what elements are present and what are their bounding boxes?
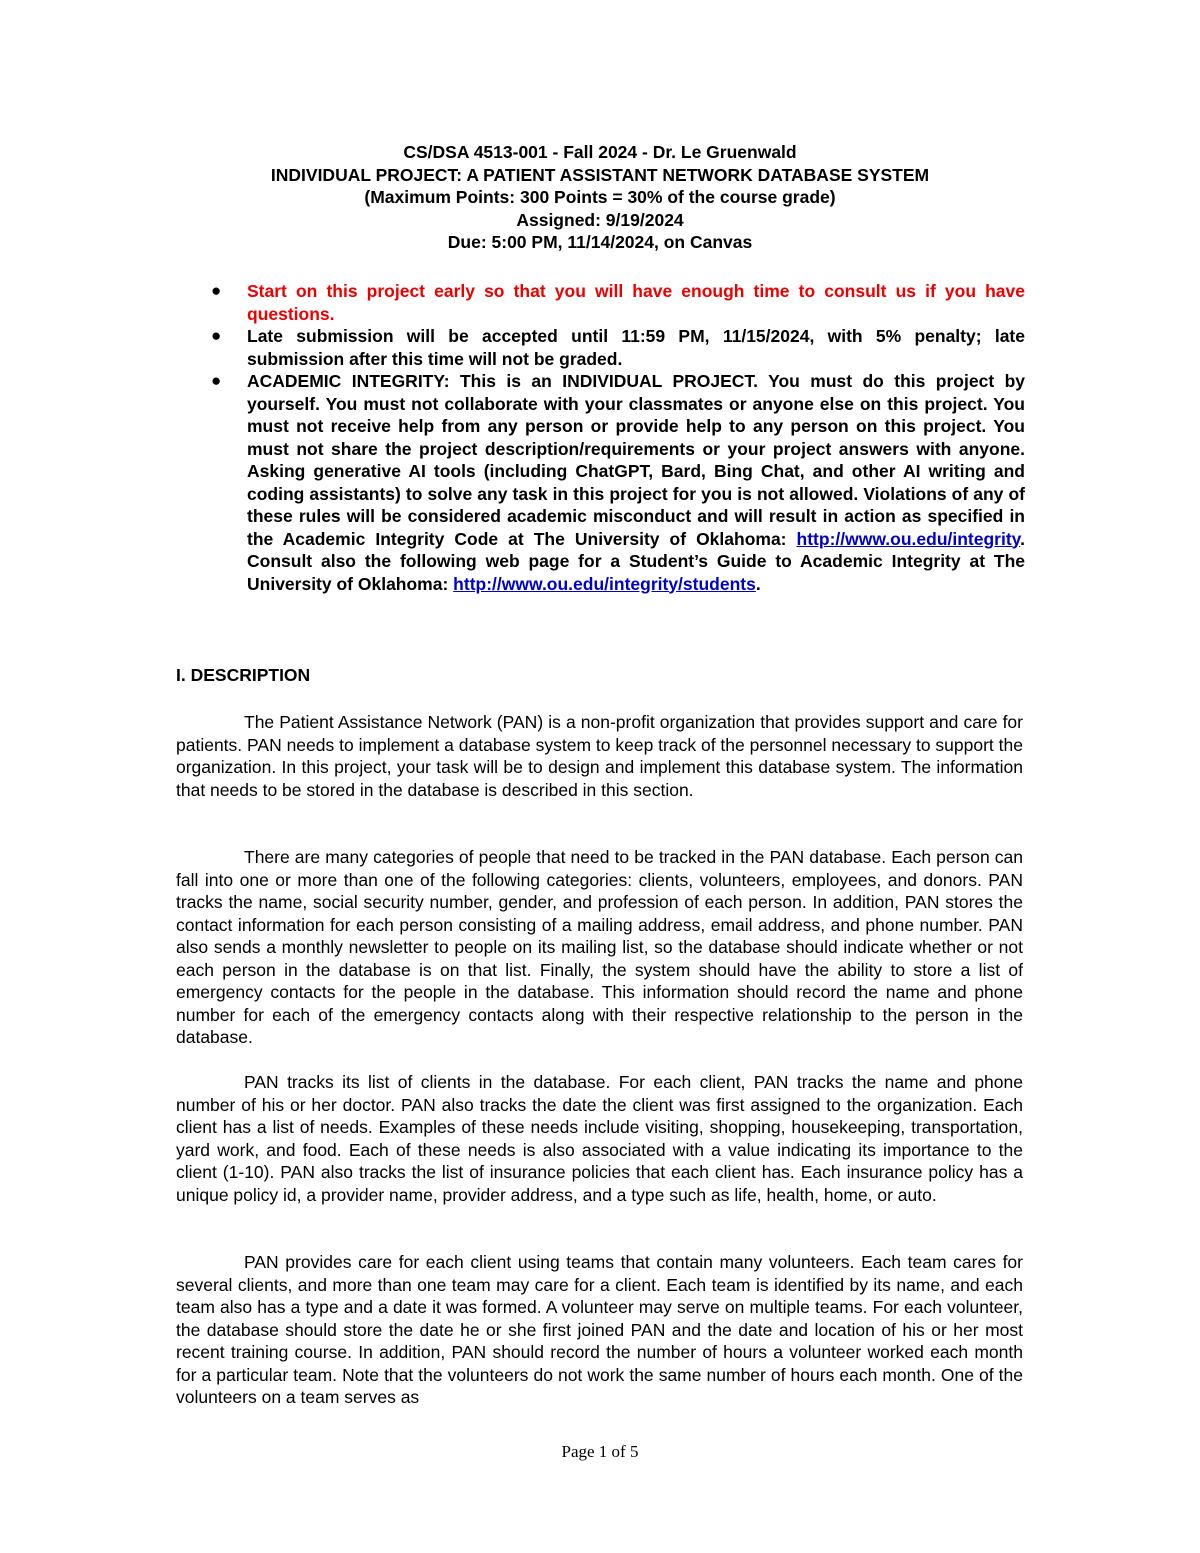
bullet-icon: ● xyxy=(211,371,222,390)
list-item xyxy=(205,280,1025,325)
integrity-text-continued: . Consult also the following web page for a Student’s Guide to Academic Integrity at The University of Oklahoma: xyxy=(247,528,1025,594)
late-submission-note: Late submission will be accepted until 11:59 PM, 11/15/2024, with 5% penalty; late submission after this time will not be graded. xyxy=(247,326,1025,369)
integrity-text-end: . xyxy=(755,573,761,594)
section-title: I. DESCRIPTION xyxy=(176,665,311,685)
paragraph-teams: PAN provides care for each client using teams that contain many volunteers. Each team cares for several clients, and more than one team may care for a client. Each team is identified by its name, and each team also has a type and a date it was formed. A volunteer may serve on multiple teams. For each volunteer, the database should store the date he or she first joined PAN and the date and location of his or her most recent training course. In addition, PAN should record the number of hours a volunteer worked each month for a particular team. Note that the volunteers do not work the same number of hours each month. One of the volunteers on a team serves as xyxy=(176,1252,1023,1407)
page-number: Page 1 of 5 xyxy=(561,1442,639,1461)
early-start-note: Start on this project early so that you will have enough time to consult us if you have questions. xyxy=(247,281,1025,324)
max-points-line: (Maximum Points: 300 Points = 30% of the course grade) xyxy=(364,187,836,207)
list-item xyxy=(205,370,1025,595)
list-item xyxy=(205,325,1025,370)
integrity-text: ACADEMIC INTEGRITY: This is an INDIVIDUAL PROJECT. You must do this project by yourself. You must not collaborate with your classmates or anyone else on this project. You must not receive help from any person or provide help to any person on this project. You must not share the project description/requirements or your project answers with anyone. Asking generative AI tools (including ChatGPT, Bard, Bing Chat, and other AI writing and coding assistants) to solve any task in this project for you is not allowed. Violations of any of these rules will be considered academic misconduct and will result in action as specified in the Academic Integrity Code at The University of Oklahoma: xyxy=(247,371,1025,549)
instruction-list xyxy=(205,280,1025,595)
assigned-date: Assigned: 9/19/2024 xyxy=(516,209,684,230)
bullet-icon: ● xyxy=(211,326,222,345)
course-line: CS/DSA 4513-001 - Fall 2024 - Dr. Le Gruenwald xyxy=(403,142,797,162)
project-title: INDIVIDUAL PROJECT: A PATIENT ASSISTANT NETWORK DATABASE SYSTEM xyxy=(270,164,930,185)
integrity-students-link[interactable]: http://www.ou.edu/integrity/students xyxy=(453,573,756,594)
integrity-link[interactable]: http://www.ou.edu/integrity xyxy=(796,528,1021,549)
due-date: Due: 5:00 PM, 11/14/2024, on Canvas xyxy=(447,232,753,252)
paragraph-clients: PAN tracks its list of clients in the database. For each client, PAN tracks the name and phone number of his or her doctor. PAN also tracks the date the client was first assigned to the organization. Each client has a list of needs. Examples of these needs include visiting, shopping, housekeeping, transportation, yard work, and food. Each of these needs is also associated with a value indicating its importance to the client (1-10). PAN also tracks the list of insurance policies that each client has. Each insurance policy has a unique policy id, a provider name, provider address, and a type such as life, health, home, or auto. xyxy=(176,1072,1023,1205)
paragraph-intro: The Patient Assistance Network (PAN) is a non-profit organization that provides support and care for patients. PAN needs to implement a database system to keep track of the personnel necessary to support the organization. In this project, your task will be to design and implement this database system. The information that needs to be stored in the database is described in this section. xyxy=(176,712,1023,800)
bullet-icon: ● xyxy=(211,281,222,300)
document-header xyxy=(0,141,1200,254)
paragraph-people: There are many categories of people that need to be tracked in the PAN database. Each person can fall into one or more than one of the following categories: clients, volunteers, employees, and donors. PAN tracks the name, social security number, gender, and profession of each person. In addition, PAN stores the contact information for each person consisting of a mailing address, email address, and phone number. PAN also sends a monthly newsletter to people on its mailing list, so the database should indicate whether or not each person in the database is on that list. Finally, the system should have the ability to store a list of emergency contacts for the people in the database. This information should record the name and phone number for each of the emergency contacts along with their respective relationship to the person in the database. xyxy=(176,847,1023,1047)
